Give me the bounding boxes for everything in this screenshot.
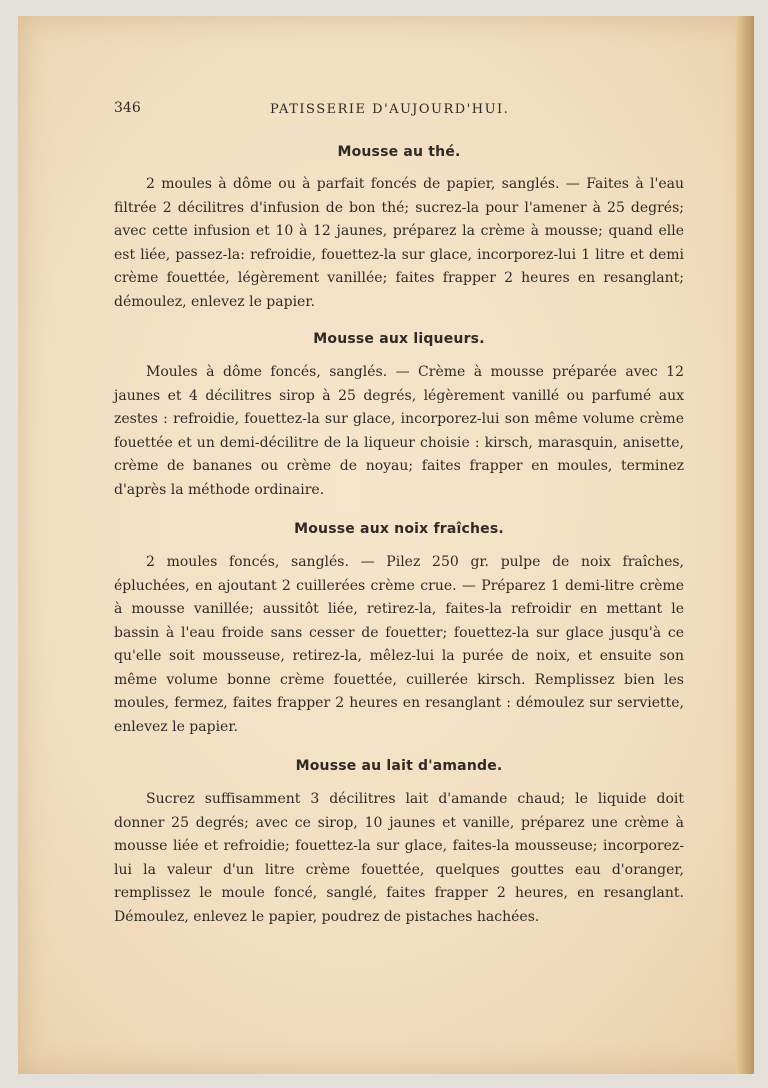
section-title-mousse-aux-liqueurs: Mousse aux liqueurs. (313, 331, 485, 347)
page-header (114, 100, 684, 124)
section-text-mousse-au-the: 2 moules à dôme ou à parfait foncés de papier, sanglés. — Faites à l'eau filtrée 2 décilitres d'infusion de bon thé; sucrez-la pour l'amener à 25 degrés; avec cette infusion et 10 à 12 jaunes, préparez la crème à mousse; quand elle est liée, passez-la: refroidie, fouettez-la sur glace, incorporez-lui 1 litre et demi crème fouettée, légèrement vanillée; faites frapper 2 heures en resanglant; démoulez, enlevez le papier. (114, 176, 684, 310)
page-number: 346 (114, 100, 141, 116)
section-text-mousse-au-lait-d-amande: Sucrez suffisamment 3 décilitres lait d'amande chaud; le liquide doit donner 25 degrés; avec ce sirop, 10 jaunes et vanille, préparez une crème à mousse liée et refroidie; fouettez-la sur glace, faites-la mousseuse; incorporez-lui la valeur d'un litre crème fouettée, quelques gouttes eau d'oranger, remplissez le moule foncé, sanglé, faites frapper 2 heures, en resanglant. Démoulez, enlevez le papier, poudrez de pistaches hachées. (114, 791, 684, 925)
section-title-mousse-aux-noix-fraiches: Mousse aux noix fraîches. (294, 521, 504, 537)
running-title: PATISSERIE D'AUJOURD'HUI. (270, 102, 510, 117)
section-text-mousse-aux-liqueurs: Moules à dôme foncés, sanglés. — Crème à mousse préparée avec 12 jaunes et 4 décilitres sirop à 25 degrés, légèrement vanillé ou parfumé aux zestes : refroidie, fouettez-la sur glace, incorporez-lui son même volume crème fouettée et un demi-décilitre de la liqueur choisie : kirsch, marasquin, anisette, crème de bananes ou crème de noyau; faites frapper en moules, terminez d'après la méthode ordinaire. (114, 364, 684, 498)
section-title-mousse-au-lait-d-amande: Mousse au lait d'amande. (295, 758, 503, 774)
section-title-mousse-au-the: Mousse au thé. (337, 144, 461, 160)
section-text-mousse-aux-noix-fraiches: 2 moules foncés, sanglés. — Pilez 250 gr. pulpe de noix fraîches, épluchées, en ajoutant 2 cuillerées crème crue. — Préparez 1 demi-litre crème à mousse vanillée; aussitôt liée, retirez-la, faites-la refroidir en mettant le bassin à l'eau froide sans cesser de fouetter; fouettez-la sur glace jusqu'à ce qu'elle soit mousseuse, retirez-la, mêlez-lui la purée de noix, et ensuite son même volume bonne crème fouettée, cuillerée kirsch. Remplissez bien les moules, fermez, faites frapper 2 heures en resanglant : démoulez sur serviette, enlevez le papier. (114, 554, 684, 735)
page-edge (736, 16, 754, 1074)
page-content (114, 100, 684, 929)
